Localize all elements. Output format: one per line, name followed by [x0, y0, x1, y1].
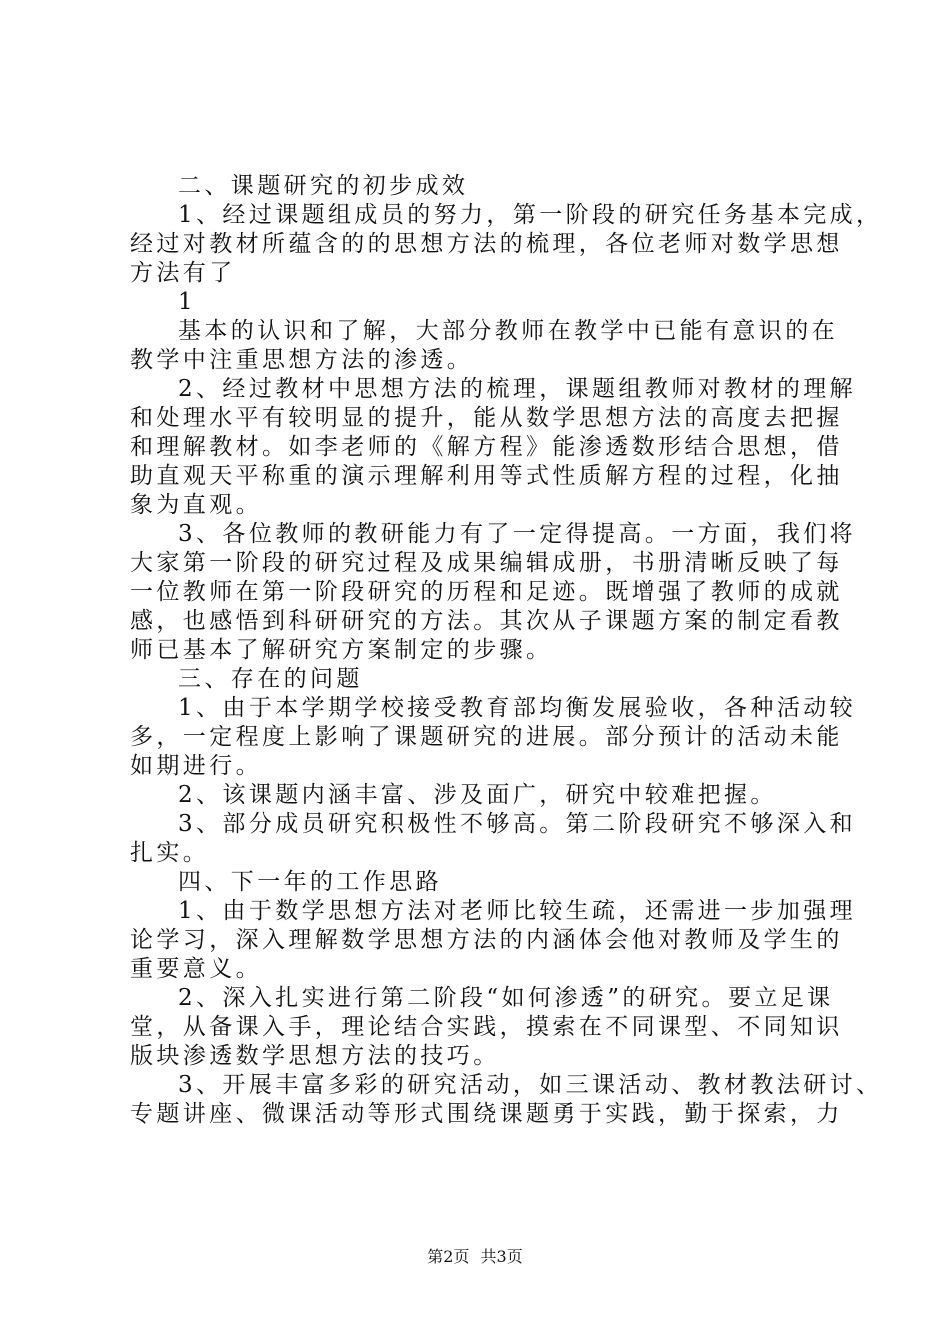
text-line: 二、课题研究的初步成效 — [178, 173, 469, 199]
text-line: 版块渗透数学思想方法的技巧。 — [130, 1043, 500, 1069]
text-line: 师已基本了解研究方案制定的步骤。 — [130, 637, 553, 663]
document-body — [130, 172, 883, 1129]
text-line: 多，一定程度上影响了课题研究的进展。部分预计的活动未能 — [130, 724, 843, 750]
text-line: 大家第一阶段的研究过程及成果编辑成册，书册清晰反映了每 — [130, 550, 843, 576]
text-line: 2、深入扎实进行第二阶段“如何渗透”的研究。要立足课 — [178, 985, 834, 1011]
text-line: 和处理水平有较明显的提升，能从数学思想方法的高度去把握 — [130, 405, 843, 431]
text-line: 四、下一年的工作思路 — [178, 869, 442, 895]
text-line: 如期进行。 — [130, 753, 262, 779]
text-line: 3、部分成员研究积极性不够高。第二阶段研究不够深入和 — [178, 811, 857, 837]
text-line: 和理解教材。如李老师的《解方程》能渗透数形结合思想，借 — [130, 434, 843, 460]
text-line: 重要意义。 — [130, 956, 262, 982]
text-line: 专题讲座、微课活动等形式围绕课题勇于实践，勤于探索，力 — [130, 1101, 843, 1127]
text-line: 感，也感悟到科研研究的方法。其次从子课题方案的制定看教 — [130, 608, 843, 634]
text-line: 1、由于本学期学校接受教育部均衡发展验收，各种活动较 — [178, 695, 857, 721]
text-line: 2、该课题内涵丰富、涉及面广，研究中较难把握。 — [178, 782, 777, 808]
text-line: 1、由于数学思想方法对老师比较生疏，还需进一步加强理 — [178, 898, 857, 924]
page-number: 第2页 — [427, 1247, 470, 1266]
text-line: 3、开展丰富多彩的研究活动，如三课活动、教材教法研讨、 — [178, 1072, 883, 1098]
text-line: 堂，从备课入手，理论结合实践，摸索在不同课型、不同知识 — [130, 1014, 843, 1040]
text-line: 3、各位教师的教研能力有了一定得提高。一方面，我们将 — [178, 521, 857, 547]
text-line: 1、经过课题组成员的努力，第一阶段的研究任务基本完成， — [178, 202, 883, 228]
page-total: 共3页 — [480, 1247, 523, 1266]
text-line: 助直观天平称重的演示理解利用等式性质解方程的过程，化抽 — [130, 463, 843, 489]
text-line: 三、存在的问题 — [178, 666, 363, 692]
text-line: 1 — [178, 289, 197, 315]
text-line: 扎实。 — [130, 840, 210, 866]
text-line: 方法有了 — [130, 260, 236, 286]
text-line: 一位教师在第一阶段研究的历程和足迹。既增强了教师的成就 — [130, 579, 843, 605]
page-footer — [0, 1244, 950, 1267]
text-line: 论学习，深入理解数学思想方法的内涵体会他对教师及学生的 — [130, 927, 843, 953]
text-line: 基本的认识和了解，大部分教师在教学中已能有意识的在 — [178, 318, 838, 344]
text-line: 2、经过教材中思想方法的梳理，课题组教师对教材的理解 — [178, 376, 857, 402]
text-line: 教学中注重思想方法的渗透。 — [130, 347, 474, 373]
text-line: 经过对教材所蕴含的的思想方法的梳理，各位老师对数学思想 — [130, 231, 843, 257]
text-line: 象为直观。 — [130, 492, 262, 518]
